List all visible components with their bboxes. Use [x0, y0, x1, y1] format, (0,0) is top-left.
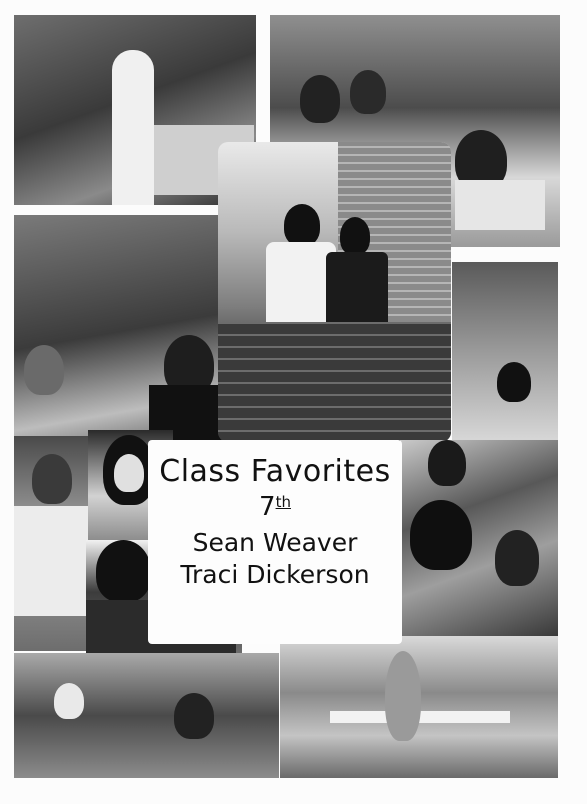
- class-favorites-portrait: [218, 142, 451, 442]
- students-studying-photo: [400, 440, 558, 645]
- student-figure: [32, 454, 72, 504]
- brick-steps: [218, 322, 451, 442]
- seated-classroom-photo: [14, 653, 279, 778]
- grade-suffix: th: [275, 493, 291, 511]
- boy-head: [340, 217, 370, 255]
- student-figure: [174, 693, 214, 739]
- shirt: [14, 506, 94, 616]
- student-figure: [24, 345, 64, 395]
- caption-grade: [148, 492, 402, 522]
- student-figure: [54, 683, 84, 719]
- caption-title: Class Favorites: [159, 454, 391, 489]
- favorite-name-2: Traci Dickerson: [180, 560, 370, 589]
- face: [114, 454, 144, 492]
- student-figure: [495, 530, 539, 586]
- students-at-tables-photo: [280, 636, 558, 778]
- grade-number: 7: [259, 492, 276, 522]
- student-figure: [350, 70, 386, 114]
- teacher-figure: [112, 50, 154, 205]
- girl-head: [284, 204, 320, 246]
- student-figure: [428, 440, 466, 486]
- student-figure: [96, 540, 151, 602]
- student-figure: [410, 500, 472, 570]
- students-at-desks-photo: [452, 262, 558, 440]
- hands-up-class-photo: [14, 215, 224, 448]
- student-figure: [300, 75, 340, 123]
- shirt: [455, 180, 545, 230]
- student-figure: [497, 362, 531, 402]
- favorite-name-1: Sean Weaver: [192, 528, 358, 557]
- class-favorites-caption: [148, 440, 402, 644]
- student-figure: [385, 651, 421, 741]
